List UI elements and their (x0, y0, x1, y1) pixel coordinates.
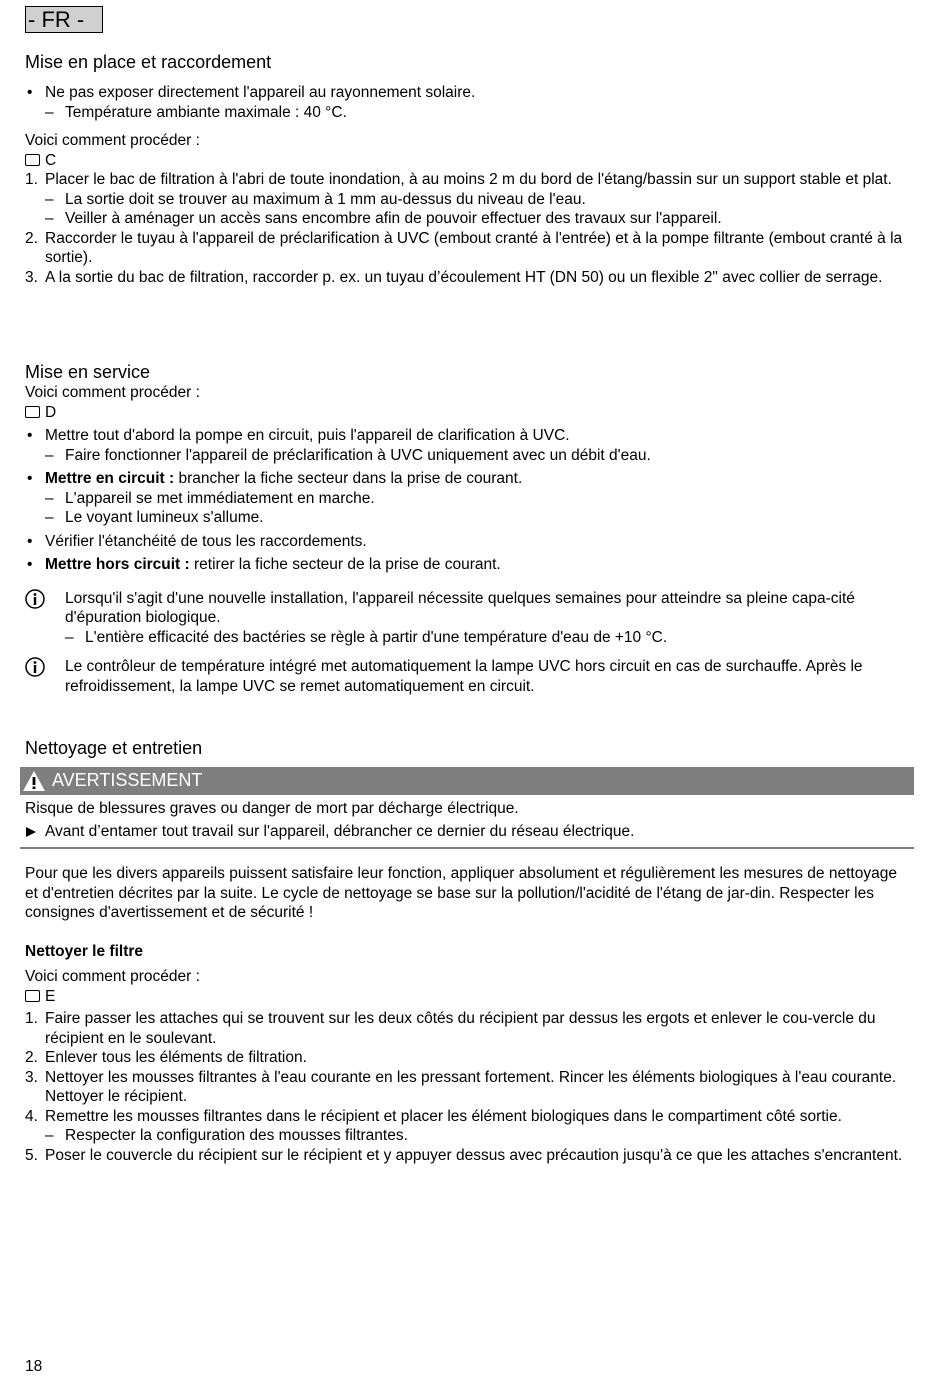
step-item (25, 1107, 914, 1127)
figure-ref (25, 987, 914, 1007)
bullet-item (25, 555, 914, 575)
procedure-label: Voici comment procéder : (25, 968, 200, 985)
figure-ref (25, 403, 914, 423)
dash-item: – Respecter la configuration des mousses filtrantes. (25, 1126, 914, 1146)
step-number: 2. (25, 229, 38, 247)
procedure-label: Voici comment procéder : (25, 384, 200, 401)
step-number: 5. (25, 1146, 38, 1164)
section-title: Mise en service (25, 362, 151, 382)
step-text: Raccorder le tuyau à l'appareil de préclarification à UVC (embout cranté à l'entrée) et à la pompe filtrante (embout cranté à la sortie). (45, 229, 903, 266)
step-number: 1. (25, 171, 38, 188)
bullet-item (25, 469, 914, 489)
warning-banner (20, 767, 914, 795)
step-item (25, 1146, 914, 1166)
figure-letter: E (45, 987, 56, 1005)
bullet-item: • Vérifier l'étanchéité de tous les raccordements. (25, 532, 914, 552)
step-item (25, 229, 914, 268)
info-note (25, 657, 914, 696)
info-text: Le contrôleur de température intégré met automatiquement la lampe UVC hors circuit en cas de surchauffe. Après le refroidissement, la lampe UVC se remet automatiquement en circuit. (65, 658, 863, 695)
section-commissioning (25, 361, 914, 696)
procedure-label: Voici comment procéder : (25, 132, 200, 149)
figure-icon (25, 406, 40, 418)
section-title: Mise en place et raccordement (25, 52, 272, 72)
warning-icon (22, 770, 46, 792)
bullet-text: retirer la fiche secteur de la prise de courant. (189, 556, 501, 573)
action-text: Avant d’entamer tout travail sur l'appareil, débrancher ce dernier du réseau électrique. (45, 822, 635, 840)
bullet-item: • Mettre tout d'abord la pompe en circuit, puis l'appareil de clarification à UVC. (25, 426, 914, 446)
bullet-item: • Ne pas exposer directement l'appareil au rayonnement solaire. (25, 83, 914, 103)
subsection-title: Nettoyer le filtre (25, 942, 144, 960)
step-text: Enlever tous les éléments de filtration. (45, 1049, 307, 1066)
figure-ref (25, 151, 914, 171)
language-tag: - FR - (25, 6, 103, 33)
warning-label: AVERTISSEMENT (52, 770, 203, 791)
dash-item: – La sortie doit se trouver au maximum à 1 mm au-dessus du niveau de l'eau. (25, 190, 914, 210)
dash-item: – Température ambiante maximale : 40 °C. (25, 103, 914, 123)
step-text: Remettre les mousses filtrantes dans le récipient et placer les élément biologiques dans le compartiment côté sortie. (45, 1107, 842, 1125)
dash-item: – L'entière efficacité des bactéries se règle à partir d'une température d'eau de +10 °C. (65, 628, 668, 646)
figure-icon (25, 990, 40, 1002)
page-number: 18 (25, 1358, 43, 1375)
info-icon (25, 589, 45, 609)
warning-text: Risque de blessures graves ou danger de mort par décharge électrique. (25, 800, 519, 817)
figure-letter: C (45, 151, 57, 169)
section-installation (25, 51, 914, 287)
dash-item: – Le voyant lumineux s'allume. (25, 508, 914, 528)
dash-item: – L'appareil se met immédiatement en marche. (25, 489, 914, 509)
bold-label: Mettre hors circuit : (45, 556, 190, 573)
step-text: Placer le bac de filtration à l'abri de toute inondation, à au moins 2 m du bord de l'étang/bassin sur un support stable et plat. (45, 171, 892, 188)
dash-item: – Veiller à aménager un accès sans encombre afin de pouvoir effectuer des travaux sur l'appareil. (25, 209, 914, 229)
figure-letter: D (45, 403, 57, 421)
step-text: A la sortie du bac de filtration, raccorder p. ex. un tuyau d’écoulement HT (DN 50) ou un flexible 2" avec collier de serrage. (45, 268, 883, 286)
step-item (25, 1009, 914, 1048)
intro-paragraph: Pour que les divers appareils puissent satisfaire leur fonction, appliquer absolument et régulièrement les mesures de nettoyage et d'entretien décrites par la suite. Le cycle de nettoyage se base sur la pollution/l'acidité de l'étang de jar-din. Respecter les consignes d'avertissement et de sécurité ! (25, 865, 897, 921)
step-number: 3. (25, 268, 38, 286)
figure-icon (25, 154, 40, 166)
step-number: 3. (25, 1068, 38, 1086)
section-maintenance (25, 737, 914, 1165)
info-text: Lorsqu'il s'agit d'une nouvelle installation, l'appareil nécessite quelques semaines pour atteindre sa pleine capa-cité d'épuration biologique. (65, 589, 855, 626)
step-item (25, 268, 914, 288)
step-number: 4. (25, 1107, 38, 1125)
warning-action (25, 822, 914, 842)
section-title: Nettoyage et entretien (25, 738, 203, 758)
step-item (25, 1068, 914, 1107)
bullet-text: brancher la fiche secteur dans la prise de courant. (174, 470, 523, 487)
dash-text: L'entière efficacité des bactéries se règle à partir d'une température d'eau de +10 °C. (85, 628, 668, 646)
info-note (25, 589, 914, 648)
step-number: 1. (25, 1010, 38, 1027)
info-icon (25, 657, 45, 677)
step-item (25, 170, 914, 190)
step-number: 2. (25, 1049, 38, 1066)
dash-item: – Faire fonctionner l'appareil de préclarification à UVC uniquement avec un débit d'eau. (25, 446, 914, 466)
step-text: Poser le couvercle du récipient sur le récipient et y appuyer dessus avec précaution jusqu'à ce que les attaches s'encrantent. (45, 1146, 903, 1164)
step-text: Nettoyer les mousses filtrantes à l'eau courante en les pressant fortement. Rincer les éléments biologiques à l'eau courante. Nettoyer le récipient. (45, 1068, 897, 1105)
step-text: Faire passer les attaches qui se trouvent sur les deux côtés du récipient par dessus les ergots et enlever le cou-vercle du récipient en le soulevant. (45, 1010, 876, 1047)
bold-label: Mettre en circuit : (45, 470, 175, 487)
arrow-icon (26, 827, 36, 837)
step-item (25, 1048, 914, 1068)
